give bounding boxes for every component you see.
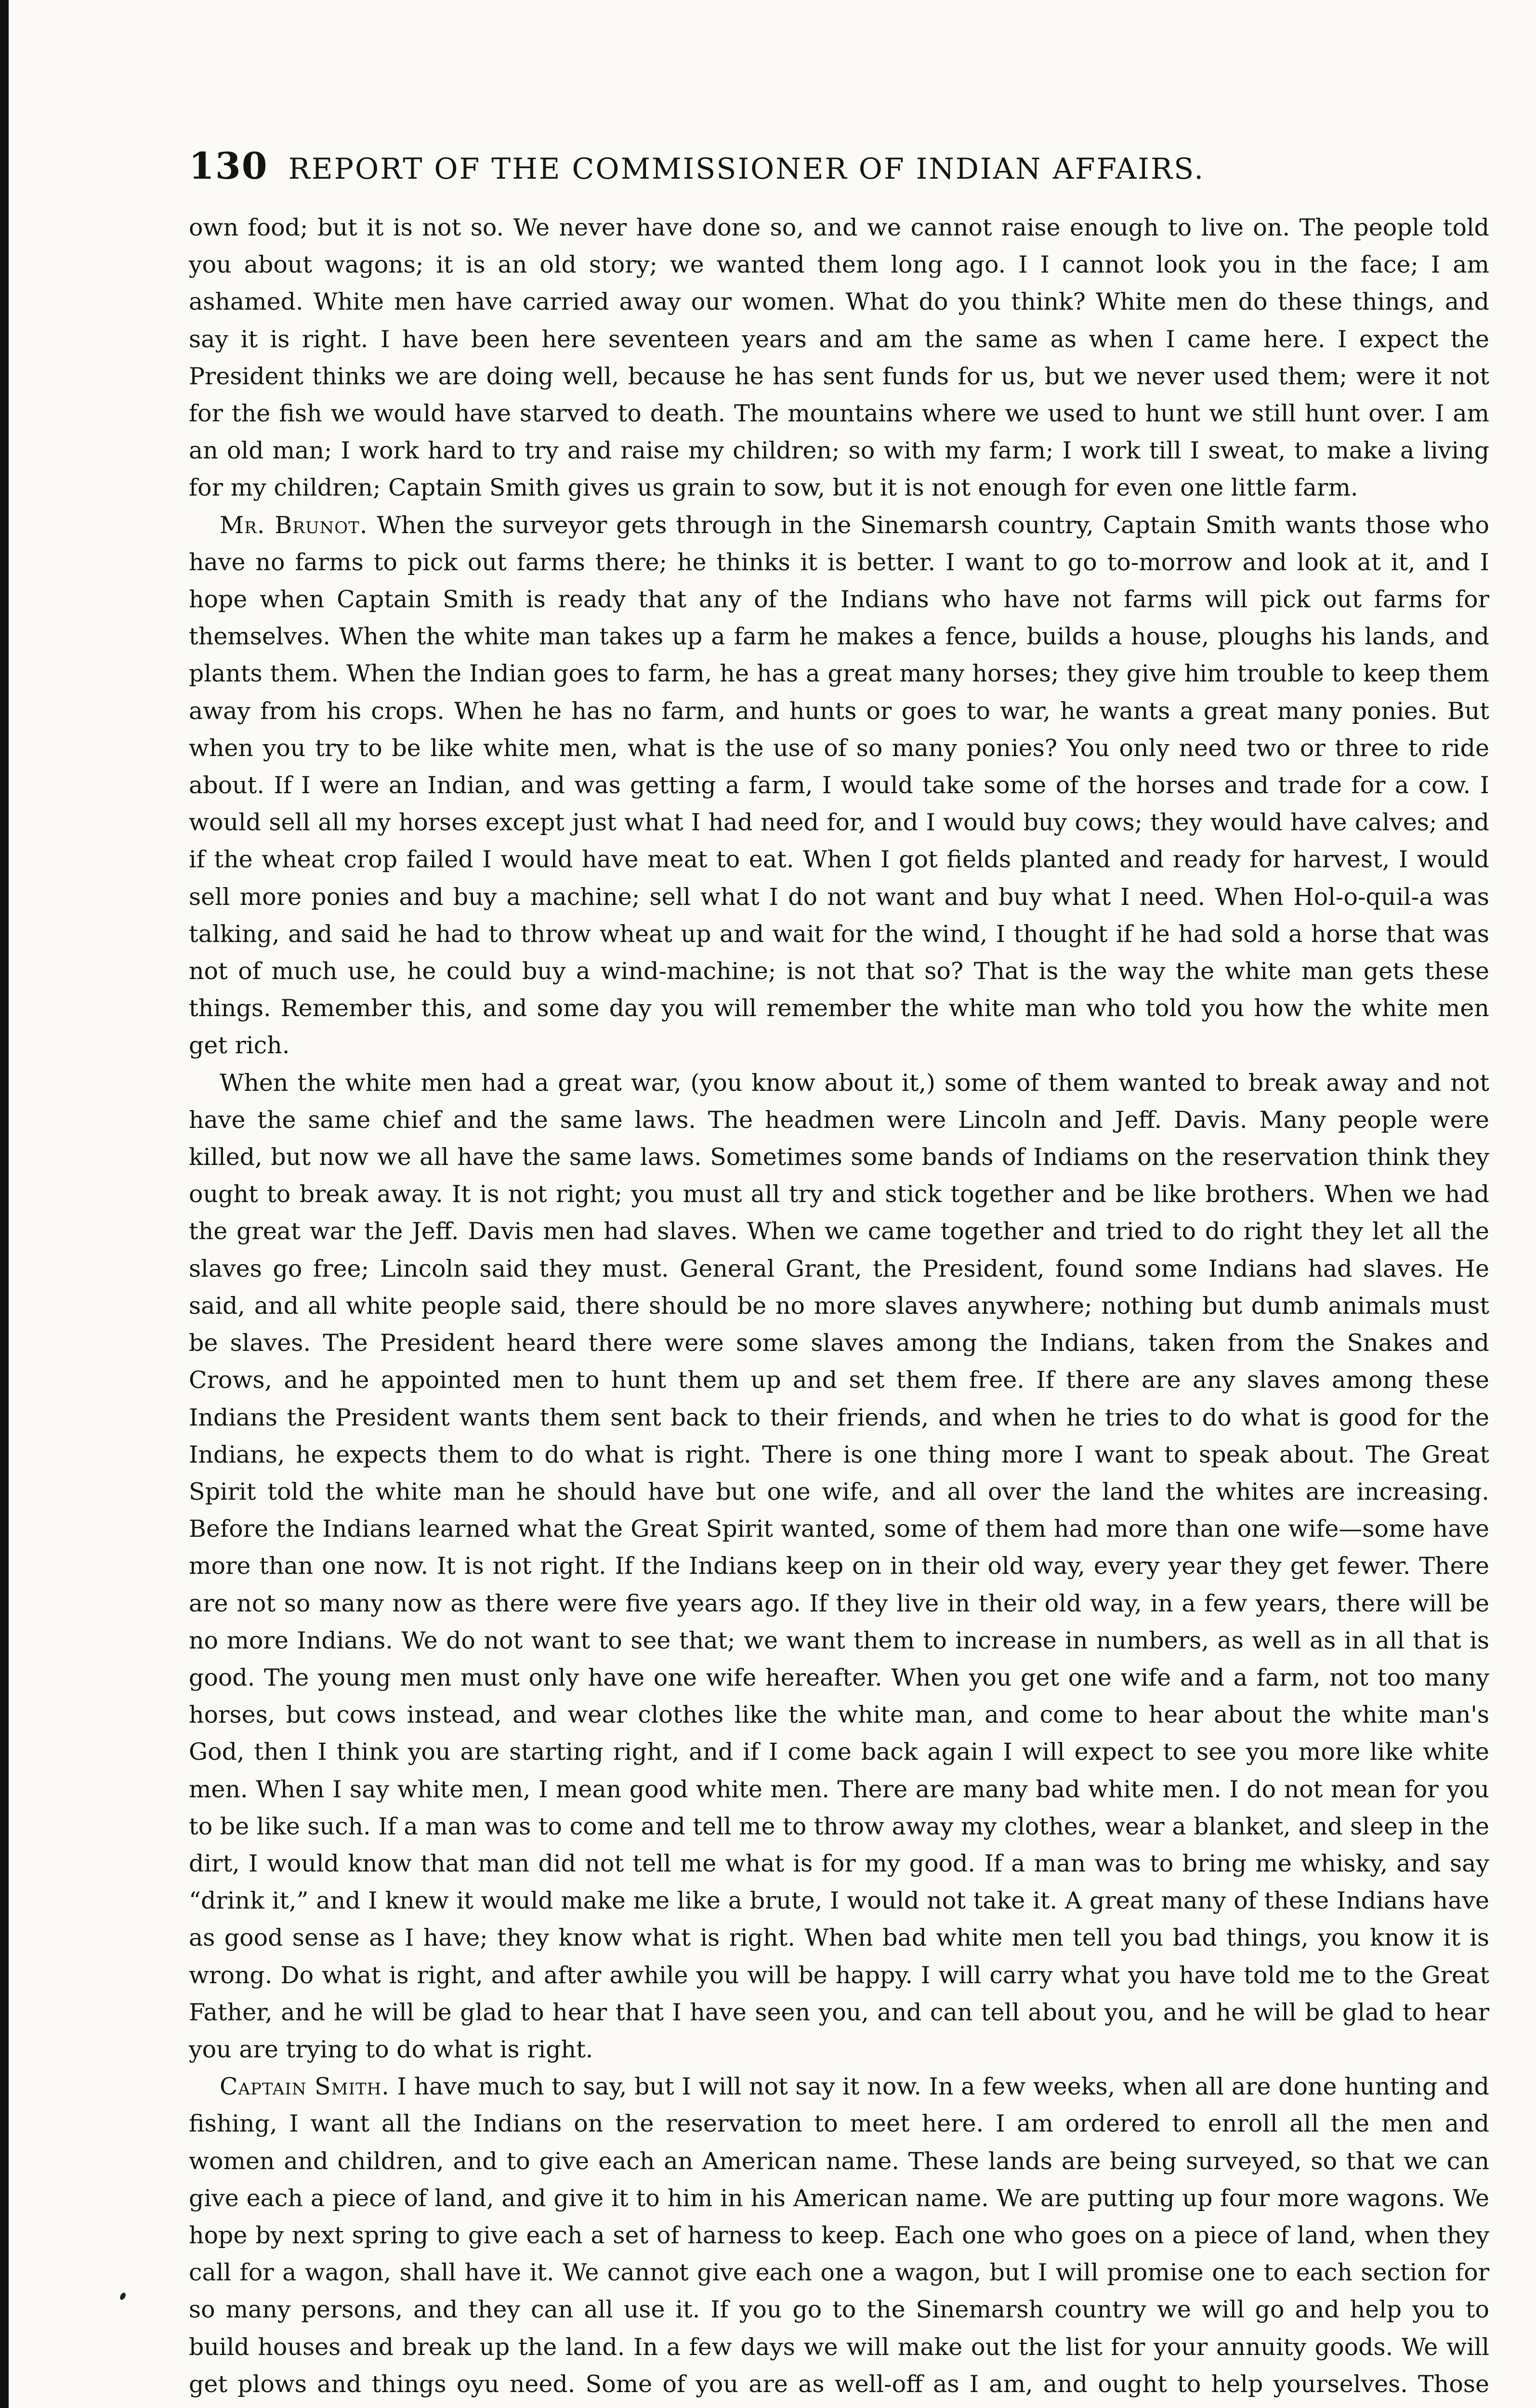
paragraph-smith [189,2068,1489,2408]
ink-speck [119,2292,127,2301]
page-number: 130 [189,144,268,187]
paragraph-text: When the surveyor gets through in the Sinemarsh country, Captain Smith wants those who have no farms to pick out farms there; he thinks it is better. I want to go to-morrow and look at it, and I hope when Captain Smith is ready that any of the Indians who have not farms will pick out farms for themselves. When the white man takes up a farm he makes a fence, builds a house, ploughs his lands, and plants them. When the Indian goes to farm, he has a great many horses; they give him trouble to keep them away from his crops. When he has no farm, and hunts or goes to war, he wants a great many ponies. But when you try to be like white men, what is the use of so many ponies? You only need two or three to ride about. If I were an Indian, and was getting a farm, I would take some of the horses and trade for a cow. I would sell all my horses except just what I had need for, and I would buy cows; they would have calves; and if the wheat crop failed I would have meat to eat. When I got fields planted and ready for harvest, I would sell more ponies and buy a machine; sell what I do not want and buy what I need. When Hol-o-quil-a was talking, and said he had to throw wheat up and wait for the wind, I thought if he had sold a horse that was not of much use, he could buy a wind-machine; is not that so? That is the way the white man gets these things. Remember this, and some day you will remember the white man who told you how the white men get rich. [189,511,1489,1060]
page-content [189,144,1489,2408]
running-head: REPORT OF THE COMMISSIONER OF INDIAN AFFAIRS. [288,152,1205,186]
paragraph-war [189,1064,1489,2068]
speaker-name: Mr. Brunot. [220,511,368,539]
scan-edge-left [0,0,9,2408]
paragraph-text: When the white men had a great war, (you know about it,) some of them wanted to break away and not have the same chief and the same laws. The headmen were Lincoln and Jeff. Davis. Many people were killed, but now we all have the same laws. Sometimes some bands of Indiams on the reservation think they ought to break away. It is not right; you must all try and stick together and be like brothers. When we had the great war the Jeff. Davis men had slaves. When we came together and tried to do right they let all the slaves go free; Lincoln said they must. General Grant, the President, found some Indians had slaves. He said, and all white people said, there should be no more slaves anywhere; nothing but dumb animals must be slaves. The President heard there were some slaves among the Indians, taken from the Snakes and Crows, and he appointed men to hunt them up and set them free. If there are any slaves among these Indians the President wants them sent back to their friends, and when he tries to do what is good for the Indians, he expects them to do what is right. There is one thing more I want to speak about. The Great Spirit told the white man he should have but one wife, and all over the land the whites are increasing. Before the Indians learned what the Great Spirit wanted, some of them had more than one wife—some have more than one now. It is not right. If the Indians keep on in their old way, every year they get fewer. There are not so many now as there were five years ago. If they live in their old way, in a few years, there will be no more Indians. We do not want to see that; we want them to increase in numbers, as well as in all that is good. The young men must only have one wife hereafter. When you get one wife and a farm, not too many horses, but cows instead, and wear clothes like the white man, and come to hear about the white man's God, then I think you are starting right, and if I come back again I will expect to see you more like white men. When I say white men, I mean good white men. There are many bad white men. I do not mean for you to be like such. If a man was to come and tell me to throw away my clothes, wear a blanket, and sleep in the dirt, I would know that man did not tell me what is for my good. If a man was to bring me whisky, and say “drink it,” and I knew it would make me like a brute, I would not take it. A great many of these Indians have as good sense as I have; they know what is right. When bad white men tell you bad things, you know it is wrong. Do what is right, and after awhile you will be happy. I will carry what you have told me to the Great Father, and he will be glad to hear that I have seen you, and can tell about you, and he will be glad to hear you are trying to do what is right. [189,1069,1489,2063]
paragraph-text: own food; but it is not so. We never have done so, and we cannot raise enough to live on. The people told you about wagons; it is an old story; we wanted them long ago. I I cannot look you in the face; I am ashamed. White men have carried away our women. What do you think? White men do these things, and say it is right. I have been here seventeen years and am the same as when I came here. I expect the President thinks we are doing well, because he has sent funds for us, but we never used them; were it not for the fish we would have starved to death. The mountains where we used to hunt we still hunt over. I am an old man; I work hard to try and raise my children; so with my farm; I work till I sweat, to make a living for my children; Captain Smith gives us grain to sow, but it is not enough for even one little farm. [189,214,1489,502]
body-text [189,209,1489,2408]
page-header [189,144,1489,197]
speaker-name: Captain Smith. [220,2073,390,2101]
paragraph-brunot [189,507,1489,1064]
paragraph-continuation [189,209,1489,507]
paragraph-text: I have much to say, but I will not say it now. In a few weeks, when all are done hunting and fishing, I want all the Indians on the reservation to meet here. I am ordered to enroll all the men and women and children, and to give each an American name. These lands are being surveyed, so that we can give each a piece of land, and give it to him in his American name. We are putting up four more wagons. We hope by next spring to give each a set of harness to keep. Each one who goes on a piece of land, when they call for a wagon, shall have it. We cannot give each one a wagon, but I will promise one to each section for so many persons, and they can all use it. If you go to the Sinemarsh country we will go and help you to build houses and break up the land. In a few days we will make out the list for your annuity goods. We will get plows and things oyu need. Some of you are as well-off as I am, and ought to help yourselves. Those [189,2073,1489,2398]
